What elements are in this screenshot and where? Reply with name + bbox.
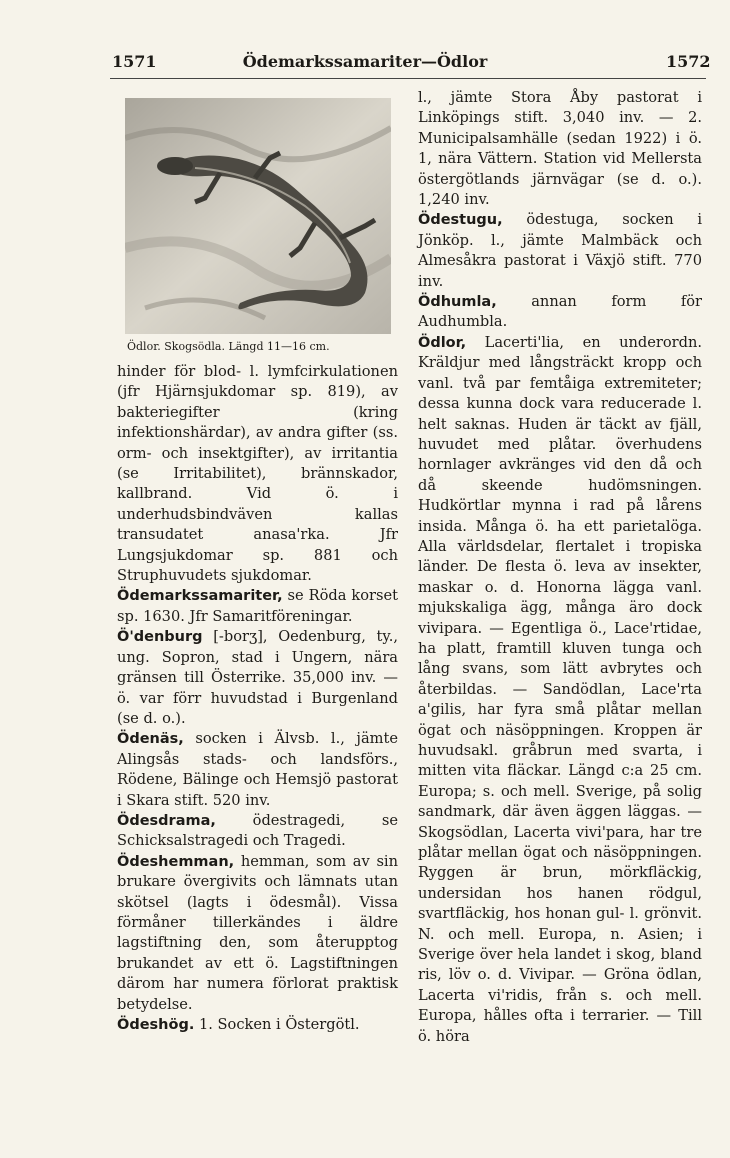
- page-number-left: 1571: [112, 52, 157, 71]
- figure-caption: Ödlor. Skogsödla. Längd 11—16 cm.: [127, 340, 330, 353]
- entry-text: ödestuga, socken i Jönköp. l., jämte Malmbäck och Almesåkra pastorat i Växjö stift. 770 inv.: [418, 211, 702, 290]
- headword: Ödlor,: [418, 334, 467, 351]
- lizard-illustration: [125, 98, 391, 334]
- headword: Ödeshög.: [117, 1017, 195, 1033]
- header-rule: [110, 78, 706, 79]
- lizard-icon: [125, 98, 391, 334]
- entry-text: Lacerti'lia, en underordn. Kräldjur med långsträckt kropp och vanl. två par femtåiga extremiteter; dessa kunna dock vara reducerade l. helt saknas. Huden är täckt av fjäll, huvudet med plåtar. överhudens hornlager avkränges vid den då och då skeende hudömsningen. Hudkörtlar mynna i rad på lårens insida. Många ö. ha ett parietalöga. Alla världsdelar, flertalet i tropiska länder. De flesta ö. leva av insekter, maskar o. d. Honorna lägga vanl. mjukskaliga ägg, många äro dock vivipara. — Egentliga ö., Lace'rtidae, ha platt, framtill kluven tunga och lång svans, som lätt avbrytes och återbildas. — Sandödlan, Lace'rta a'gilis, har fyra små plåtar mellan ögat och näsöppningen. Kroppen är huvudsakl. gråbrun med svarta, i mitten vita fläckar. Längd c:a 25 cm. Europa; s. och mell. Sverige, på solig sandmark, där även äggen läggas. — Skogsödlan, Lacerta vivi'para, har tre plåtar mellan ögat och näsöppningen. Ryggen är brun, mörkfläckig, undersidan hos hanen rödgul, svartfläckig, hos honan gul- l. grönvit. N. och mell. Europa, n. Asien; i Sverige över hela landet i skog, bland ris, löv o. d. Vivipar. — Gröna ödlan, Lacerta vi'ridis, från s. och mell. Europa, hålles ofta i terrarier. — Till ö. höra: [418, 333, 702, 1045]
- left-column: [117, 98, 398, 1035]
- entry-text: se Röda korset sp. 1630. Jfr Samaritföreningar.: [117, 587, 398, 625]
- headword: Ödhumla,: [418, 294, 497, 311]
- entry-continuation: l., jämte Stora Åby pastorat i Linköpings stift. 3,040 inv. — 2. Municipalsamhälle (sedan 1922) i ö. 1, nära Vättern. Station vid Mellersta östergötlands järnvägar (se d. o.). 1,240 inv.: [418, 89, 702, 209]
- headword: Ödemarkssamariter,: [117, 588, 283, 605]
- entry-text: socken i Älvsb. l., jämte Alingsås stads- och landsförs., Rödene, Bälinge och Hemsjö pastorat i Skara stift. 520 inv.: [117, 730, 398, 809]
- entry-text: hemman, som av sin brukare övergivits och lämnats utan skötsel (lagts i ödesmål). Vissa förmåner tillerkändes i äldre lagstiftning den, som återupptog brukandet av ett ö. Lagstiftningen därom har numera förlorat praktisk betydelse.: [117, 852, 398, 1013]
- page-number-right: 1572: [666, 52, 711, 71]
- entry-text: [-borʒ], Oedenburg, ty., ung. Sopron, stad i Ungern, nära gränsen till Österrike. 35,000 inv. — ö. var förr huvudstad i Burgenland (se d. o.).: [117, 628, 398, 727]
- headword: Ödesdrama,: [117, 812, 216, 829]
- entry-text: ödestragedi, se Schicksalstragedi och Tragedi.: [117, 811, 398, 850]
- headword: Ödestugu,: [418, 212, 503, 229]
- entry-text: annan form för Audhumbla.: [418, 293, 702, 331]
- headword: Ö'denburg: [117, 629, 203, 646]
- headword: Ödeshemman,: [117, 853, 235, 870]
- entry-text: 1. Socken i Östergötl.: [194, 1016, 360, 1033]
- headword: Ödenäs,: [117, 731, 184, 748]
- right-column: [418, 88, 702, 1047]
- running-title: Ödemarkssamariter—Ödlor: [242, 52, 488, 71]
- entry-continuation: hinder för blod- l. lymfcirkulationen (jfr Hjärnsjukdomar sp. 819), av bakteriegifter (kring infektionshärdar), av andra gifter (ss. orm- och insektgifter), av irritantia (se Irritabilitet), brännskador, kallbrand. Vid ö. i underhudsbindväven kallas transudatet anasa'rka. Jfr Lungsjukdomar sp. 881 och Struphuvudets sjukdomar.: [117, 363, 398, 585]
